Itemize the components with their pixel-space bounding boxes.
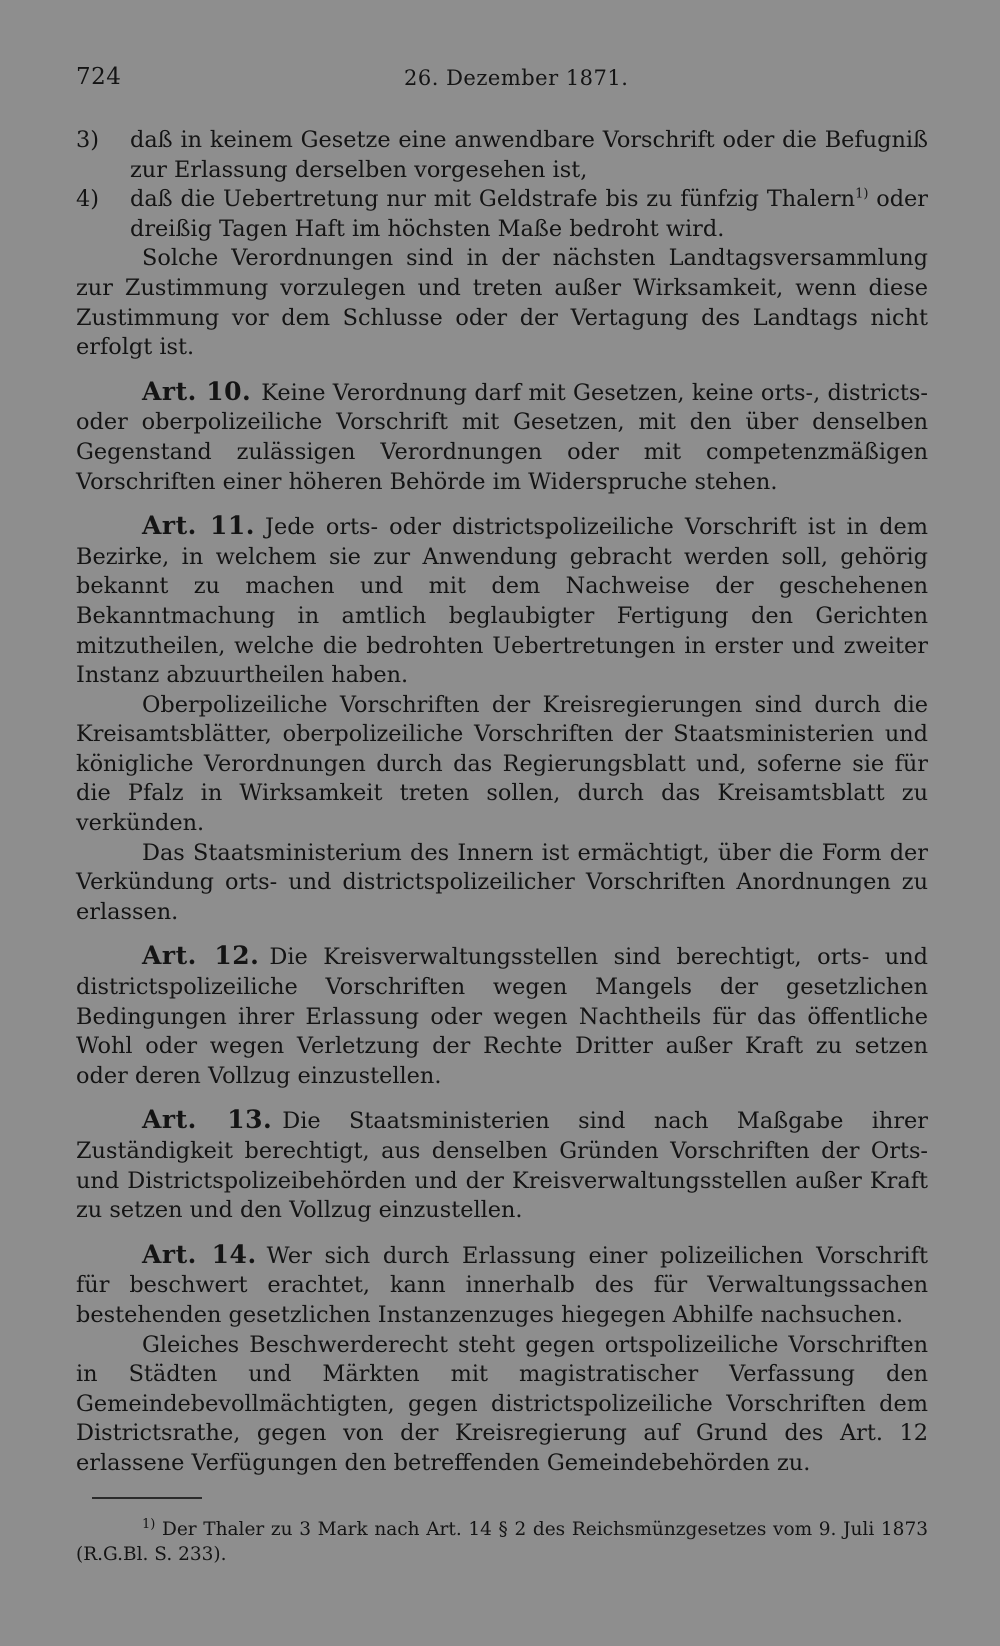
article-text: Wer sich durch Erlassung einer polizeilichen Vorschrift für beschwert erachtet, kann innerhalb des für Verwaltungssachen bestehenden gesetzlichen Instanzenzuges hiegegen Abhilfe nachsuchen. [76,1242,928,1328]
article-text: Keine Verordnung darf mit Gesetzen, keine orts-, districts- oder oberpolizeiliche Vorschrift mit Gesetzen, mit den über denselben Gegenstand zulässigen Verordnungen oder mit competenzmäßigen Vorschriften einer höheren Behörde im Widerspruche stehen. [76,379,928,495]
footnote [76,1517,928,1567]
page-header [76,56,928,96]
footnote-divider [92,1497,202,1499]
article-14 [76,1240,928,1331]
list-item [76,126,928,185]
list-item-number: 3) [76,127,99,153]
article-12 [76,941,928,1091]
page-date: 26. Dezember 1871. [404,66,629,90]
article-13 [76,1105,928,1225]
article-11 [76,511,928,691]
footnote-marker: 1) [142,1516,156,1532]
list-item-text: daß in keinem Gesetze eine anwendbare Vorschrift oder die Befugniß zur Erlassung derselben vorgesehen ist, [130,127,928,183]
article-text: Die Staatsministerien sind nach Maßgabe ihrer Zuständigkeit berechtigt, aus denselben Gründen Vorschriften der Orts- und Districtspolizeibehörden und der Kreisverwaltungsstellen außer Kraft zu setzen und den Vollzug einzustellen. [76,1108,928,1224]
list-item [76,185,928,244]
footnote-text: Der Thaler zu 3 Mark nach Art. 14 § 2 des Reichsmünzgesetzes vom 9. Juli 1873 (R.G.Bl. S. 233). [76,1518,928,1565]
list-item-text: oder dreißig Tagen Haft im höchsten Maße bedroht wird. [130,186,929,242]
article-label: Art. 13. [142,1105,273,1135]
paragraph: Gleiches Beschwerderecht steht gegen ortspolizeiliche Vorschriften in Städten und Märkten mit magistratischer Verfassung den Gemeindebevollmächtigten, gegen districtspolizeiliche Vorschriften dem Districtsrathe, gegen von der Kreisregierung auf Grund des Art. 12 erlassene Verfügungen den betreffenden Gemeindebehörden zu. [76,1331,928,1476]
article-label: Art. 10. [142,376,252,406]
paragraph: Das Staatsministerium des Innern ist ermächtigt, über die Form der Verkündung orts- und districtspolizeilicher Vorschriften Anordnungen zu erlassen. [76,839,928,925]
paragraph: Oberpolizeiliche Vorschriften der Kreisregierungen sind durch die Kreisamtsblätter, oberpolizeiliche Vorschriften der Staatsministerien und königliche Verordnungen durch das Regierungsblatt und, soferne sie für die Pfalz in Wirksamkeit treten sollen, durch das Kreisamtsblatt zu verkünden. [76,691,928,837]
paragraph: Solche Verordnungen sind in der nächsten Landtagsversammlung zur Zustimmung vorzulegen und treten außer Wirksamkeit, wenn diese Zustimmung vor dem Schlusse oder der Vertagung des Landtags nicht erfolgt ist. [76,245,928,361]
article-label: Art. 14. [142,1239,257,1269]
article-label: Art. 11. [142,511,255,541]
footnote-marker: 1) [855,186,869,202]
page-number: 724 [76,64,122,90]
article-label: Art. 12. [142,941,260,971]
list-item-number: 4) [76,186,99,213]
article-text: Die Kreisverwaltungsstellen sind berechtigt, orts- und districtspolizeiliche Vorschriften wegen Mangels der gesetzlichen Bedingungen ihrer Erlassung oder wegen Nachtheils für das öffentliche Wohl oder wegen Verletzung der Rechte Dritter außer Kraft zu setzen oder deren Vollzug einzustellen. [76,944,928,1089]
article-text: Jede orts- oder districtspolizeiliche Vorschrift ist in dem Bezirke, in welchem sie zur Anwendung gebracht werden soll, gehörig bekannt zu machen und mit dem Nachweise der geschehenen Bekanntmachung in amtlich beglaubigter Fertigung den Gerichten mitzutheilen, welche die bedrohten Uebertretungen in erster und zweiter Instanz abzuurtheilen haben. [76,514,928,689]
body-text [76,126,928,1479]
article-10 [76,377,928,497]
list-item-text: daß die Uebertretung nur mit Geldstrafe bis zu fünfzig Thalern [130,186,856,213]
